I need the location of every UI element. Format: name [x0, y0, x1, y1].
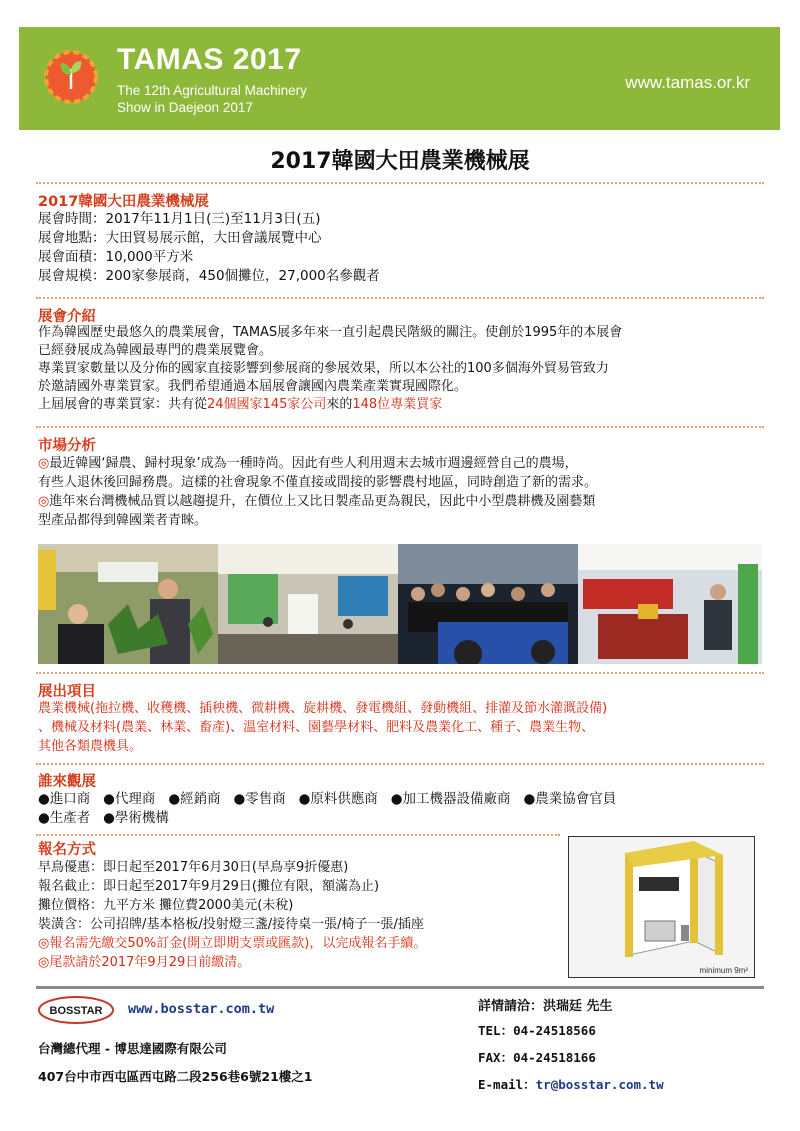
visitors-list — [38, 790, 766, 828]
intro-paragraph-line: 已經發展成為韓國最專門的農業展覽會。 — [38, 343, 273, 358]
visitor-type: ●經銷商 — [168, 791, 221, 807]
market-bullet-text: 進年來台灣機械品質以越趨提升，在價位上又比日製產品更為親民，因此中小型農耕機及園藝類 — [49, 494, 596, 509]
divider — [36, 672, 764, 674]
exhibition-venue: 展會地點：大田貿易展示館，大田會議展覽中心 — [38, 230, 322, 246]
exhibits-line: 農業機械(拖拉機、收穫機、插秧機、微耕機、旋耕機、發電機組、發動機組、排灌及節水灌溉設備) — [38, 701, 608, 716]
intro-paragraph-line: 專業買家數量以及分佈的國家直接影響到參展商的參展效果，所以本公社的100多個海外貿易管致力 — [38, 361, 609, 376]
overview-heading: 2017韓國大田農業機械展 — [38, 194, 209, 210]
email-label: E-mail： — [478, 1077, 536, 1092]
bullet-icon: ◎ — [38, 494, 50, 509]
bosstar-logo-icon — [38, 996, 114, 1024]
photo-booth-plants — [38, 544, 218, 664]
visitor-type: ●農業協會官員 — [523, 791, 617, 807]
visitor-type: ●學術機構 — [103, 810, 169, 826]
contact-tel: TEL：04-24518566 — [478, 1023, 596, 1038]
tamas-logo-icon — [43, 49, 99, 105]
booth-includes-line: 裝潢含：公司招牌/基本格板/投射燈三盞/接待桌一張/椅子一張/插座 — [38, 917, 424, 932]
booth-photo-caption: minimum 9m² — [699, 966, 748, 975]
buyers-prefix: 上屆展會的專業買家：共有從 — [38, 397, 208, 412]
market-bullet-text: 最近韓國‘歸農、歸村現象’成為一種時尚。因此有些人利用週末去城市週邊經營自己的農場， — [49, 456, 578, 471]
deadline-line: 報名截止：即日起至2017年9月29日(攤位有限，額滿為止) — [38, 879, 380, 894]
contact-person: 詳情請洽：洪瑞廷 先生 — [478, 999, 613, 1014]
visitor-type: ●零售商 — [233, 791, 286, 807]
early-bird-line: 早鳥優惠：即日起至2017年6月30日(早鳥享9折優惠) — [38, 860, 349, 875]
balance-note: ◎尾款請於2017年9月29日前繳清。 — [38, 955, 251, 970]
agent-address: 407台中市西屯區西屯路二段256巷6號21樓之1 — [38, 1069, 313, 1084]
agent-name: 台灣總代理 - 博思達國際有限公司 — [38, 1041, 227, 1056]
market-bullet-line: 有些人退休後回歸務農。這樣的社會現象不僅直接或間接的影響農村地區，同時創造了新的需求。 — [38, 475, 598, 490]
bosstar-logo-text: BOSSTAR — [49, 1005, 103, 1017]
deposit-note: ◎報名需先繳交50%訂金(開立即期支票或匯款)，以完成報名手續。 — [38, 936, 427, 951]
visitors-row — [38, 790, 766, 809]
registration-heading: 報名方式 — [38, 842, 96, 858]
buyers-count: 148位專業買家 — [352, 397, 443, 412]
visitor-type: ●生產者 — [38, 810, 91, 826]
booth-price-line: 攤位價格：九平方米 攤位費2000美元(未稅) — [38, 898, 294, 913]
exhibition-time: 展會時間：2017年11月1日(三)至11月3日(五) — [38, 211, 321, 227]
email-link[interactable]: tr@bosstar.com.tw — [535, 1077, 664, 1092]
bosstar-website-link[interactable]: www.bosstar.com.tw — [128, 1001, 275, 1017]
contact-email-row — [478, 1075, 664, 1093]
banner-title: TAMAS 2017 — [117, 43, 302, 76]
market-bullet-line: 型產品都得到韓國業者青睞。 — [38, 513, 208, 528]
exhibits-line: 、機械及材料(農業、林業、畜產)、溫室材料、園藝學材料、肥料及農業化工、種子、農業生物、 — [38, 720, 595, 735]
photo-hall-corridor — [218, 544, 398, 664]
overview-details — [38, 210, 766, 286]
divider — [36, 834, 560, 836]
buyers-mid: 來的 — [326, 397, 353, 412]
banner-subtitle-line2: Show in Daejeon 2017 — [117, 100, 253, 115]
market-heading: 市場分析 — [38, 438, 96, 454]
market-text — [38, 454, 766, 530]
intro-paragraph-line: 作為韓國歷史最悠久的農業展會，TAMAS展多年來一直引起農民階級的關注。使創於1995年的本展會 — [38, 325, 623, 340]
bullet-icon: ◎ — [38, 456, 50, 471]
exhibits-heading: 展出項目 — [38, 684, 96, 700]
buyers-countries: 24個國家145家公司 — [207, 397, 327, 412]
intro-text — [38, 324, 766, 414]
exhibits-list — [38, 699, 766, 756]
previous-buyers-line — [38, 396, 766, 414]
exhibition-scale: 展會規模：200家參展商，450個攤位，27,000名參觀者 — [38, 268, 380, 284]
exhibition-photos — [38, 544, 762, 664]
divider — [36, 426, 764, 428]
visitors-heading: 誰來觀展 — [38, 774, 96, 790]
banner-subtitle — [117, 82, 307, 116]
exhibits-line: 其他各類農機具。 — [38, 739, 143, 754]
visitor-type: ●進口商 — [38, 791, 91, 807]
banner-website-link[interactable]: www.tamas.or.kr — [625, 73, 750, 92]
exhibition-area: 展會面積：10,000平方米 — [38, 249, 194, 265]
market-bullet-line — [38, 492, 766, 511]
divider — [36, 763, 764, 765]
banner-subtitle-line1: The 12th Agricultural Machinery — [117, 83, 307, 98]
divider — [36, 182, 764, 184]
page-title: 2017韓國大田農業機械展 — [270, 149, 530, 174]
divider — [36, 297, 764, 299]
photo-crowd-tractor — [398, 544, 578, 664]
market-bullet-line — [38, 454, 766, 473]
footer-divider — [36, 986, 764, 989]
visitors-row — [38, 809, 766, 828]
booth-sample-photo — [568, 836, 755, 978]
intro-heading: 展會介紹 — [38, 309, 96, 325]
visitor-type: ●加工機器設備廠商 — [390, 791, 511, 807]
header-banner — [19, 27, 780, 130]
visitor-type: ●代理商 — [103, 791, 156, 807]
photo-machine-display — [578, 544, 762, 664]
intro-paragraph-line: 於邀請國外專業買家。我們希望通過本屆展會讓國內農業產業實現國際化。 — [38, 379, 468, 394]
contact-fax: FAX：04-24518166 — [478, 1050, 596, 1065]
visitor-type: ●原料供應商 — [298, 791, 378, 807]
registration-details — [38, 858, 568, 972]
